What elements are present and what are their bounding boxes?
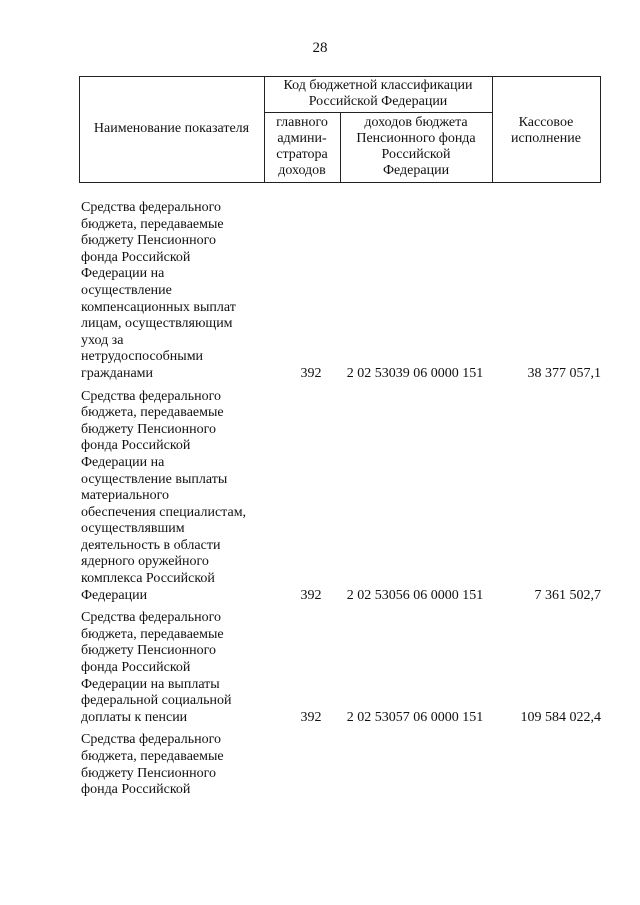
indicator-name-line: бюджету Пенсионного bbox=[81, 233, 217, 249]
admin-code: 392 bbox=[300, 709, 322, 725]
execution-amount: 7 361 502,7 bbox=[534, 587, 601, 603]
indicator-name-line: фонда Российской bbox=[81, 782, 191, 798]
indicator-name-line: ядерного оружейного bbox=[81, 554, 209, 570]
table-header bbox=[79, 76, 601, 183]
admin-code: 392 bbox=[300, 587, 322, 603]
header-right-border bbox=[600, 76, 601, 183]
header-top-border bbox=[79, 76, 601, 77]
header-admin-line: стратора bbox=[276, 147, 328, 162]
header-execution-line: Кассовое bbox=[518, 115, 574, 130]
table-row bbox=[81, 732, 601, 798]
indicator-name-line: фонда Российской bbox=[81, 249, 191, 265]
indicator-name-line: комплекса Российской bbox=[81, 571, 215, 587]
header-income bbox=[340, 115, 492, 179]
table-row bbox=[81, 389, 601, 605]
indicator-name-line: Средства федерального bbox=[81, 200, 221, 215]
header-income-line: доходов бюджета bbox=[364, 115, 468, 130]
income-code: 2 02 53056 06 0000 151 bbox=[346, 587, 484, 603]
execution-amount: 109 584 022,4 bbox=[520, 709, 601, 725]
indicator-name-line: федеральной социальной bbox=[81, 693, 232, 709]
indicator-name-line: бюджета, передаваемые bbox=[81, 626, 224, 642]
header-group-title-line: Российской Федерации bbox=[308, 94, 448, 109]
header-income-line: Российской bbox=[381, 147, 451, 162]
indicator-name-line: бюджету Пенсионного bbox=[81, 765, 217, 781]
indicator-name-line: деятельность в области bbox=[81, 537, 221, 553]
indicator-name-line: Средства федерального bbox=[81, 610, 221, 626]
indicator-name-line: уход за bbox=[81, 332, 124, 348]
header-admin bbox=[264, 115, 340, 179]
indicator-name-line: доплаты к пенсии bbox=[81, 709, 188, 725]
page-number: 28 bbox=[312, 40, 328, 56]
header-income-line: Пенсионного фонда bbox=[356, 131, 476, 146]
income-code: 2 02 53039 06 0000 151 bbox=[346, 365, 484, 381]
indicator-name-line: лицам, осуществляющим bbox=[81, 316, 233, 332]
indicator-name-line: Федерации на bbox=[81, 266, 165, 282]
indicator-name-line: бюджета, передаваемые bbox=[81, 216, 224, 232]
indicator-name-line: бюджету Пенсионного bbox=[81, 421, 217, 437]
indicator-name-line: осуществлявшим bbox=[81, 521, 185, 537]
indicator-name bbox=[81, 610, 271, 726]
indicator-name bbox=[81, 200, 271, 383]
indicator-name-line: фонда Российской bbox=[81, 660, 191, 676]
header-group-title-line: Код бюджетной классификации bbox=[283, 78, 473, 93]
indicator-name-line: бюджету Пенсионного bbox=[81, 643, 217, 659]
header-income-line: Федерации bbox=[382, 163, 450, 178]
header-admin-line: админи- bbox=[277, 131, 327, 146]
group-title-divider bbox=[264, 112, 492, 113]
header-execution-line: исполнение bbox=[511, 131, 581, 146]
indicator-name-line: бюджета, передаваемые bbox=[81, 749, 224, 764]
indicator-name-line: бюджета, передаваемые bbox=[81, 405, 224, 421]
admin-code: 392 bbox=[300, 365, 322, 381]
table-row bbox=[81, 610, 601, 726]
header-admin-line: главного bbox=[276, 115, 328, 130]
indicator-name-line: обеспечения специалистам, bbox=[81, 504, 247, 520]
indicator-name-line: компенсационных выплат bbox=[81, 299, 236, 315]
indicator-name-line: Федерации на bbox=[81, 454, 165, 470]
indicator-name-line: Федерации на выплаты bbox=[81, 676, 220, 692]
execution-amount: 38 377 057,1 bbox=[527, 365, 601, 381]
indicator-name-line: Средства федерального bbox=[81, 732, 221, 748]
header-name-label: Наименование показателя bbox=[93, 121, 250, 136]
table-row bbox=[81, 200, 601, 383]
indicator-name-line: осуществление выплаты bbox=[81, 471, 228, 487]
header-execution bbox=[492, 115, 600, 147]
indicator-name bbox=[81, 732, 271, 798]
table-body bbox=[81, 200, 601, 805]
income-code: 2 02 53057 06 0000 151 bbox=[346, 709, 484, 725]
indicator-name-line: фонда Российской bbox=[81, 438, 191, 454]
header-group-title bbox=[264, 78, 492, 110]
header-admin-line: доходов bbox=[278, 163, 326, 178]
indicator-name-line: гражданами bbox=[81, 365, 154, 381]
header-name bbox=[79, 121, 264, 137]
indicator-name-line: осуществление bbox=[81, 282, 172, 298]
indicator-name-line: Средства федерального bbox=[81, 388, 221, 404]
indicator-name-line: Федерации bbox=[81, 587, 148, 603]
indicator-name-line: материального bbox=[81, 488, 170, 504]
indicator-name bbox=[81, 389, 271, 605]
indicator-name-line: нетрудоспособными bbox=[81, 349, 204, 365]
